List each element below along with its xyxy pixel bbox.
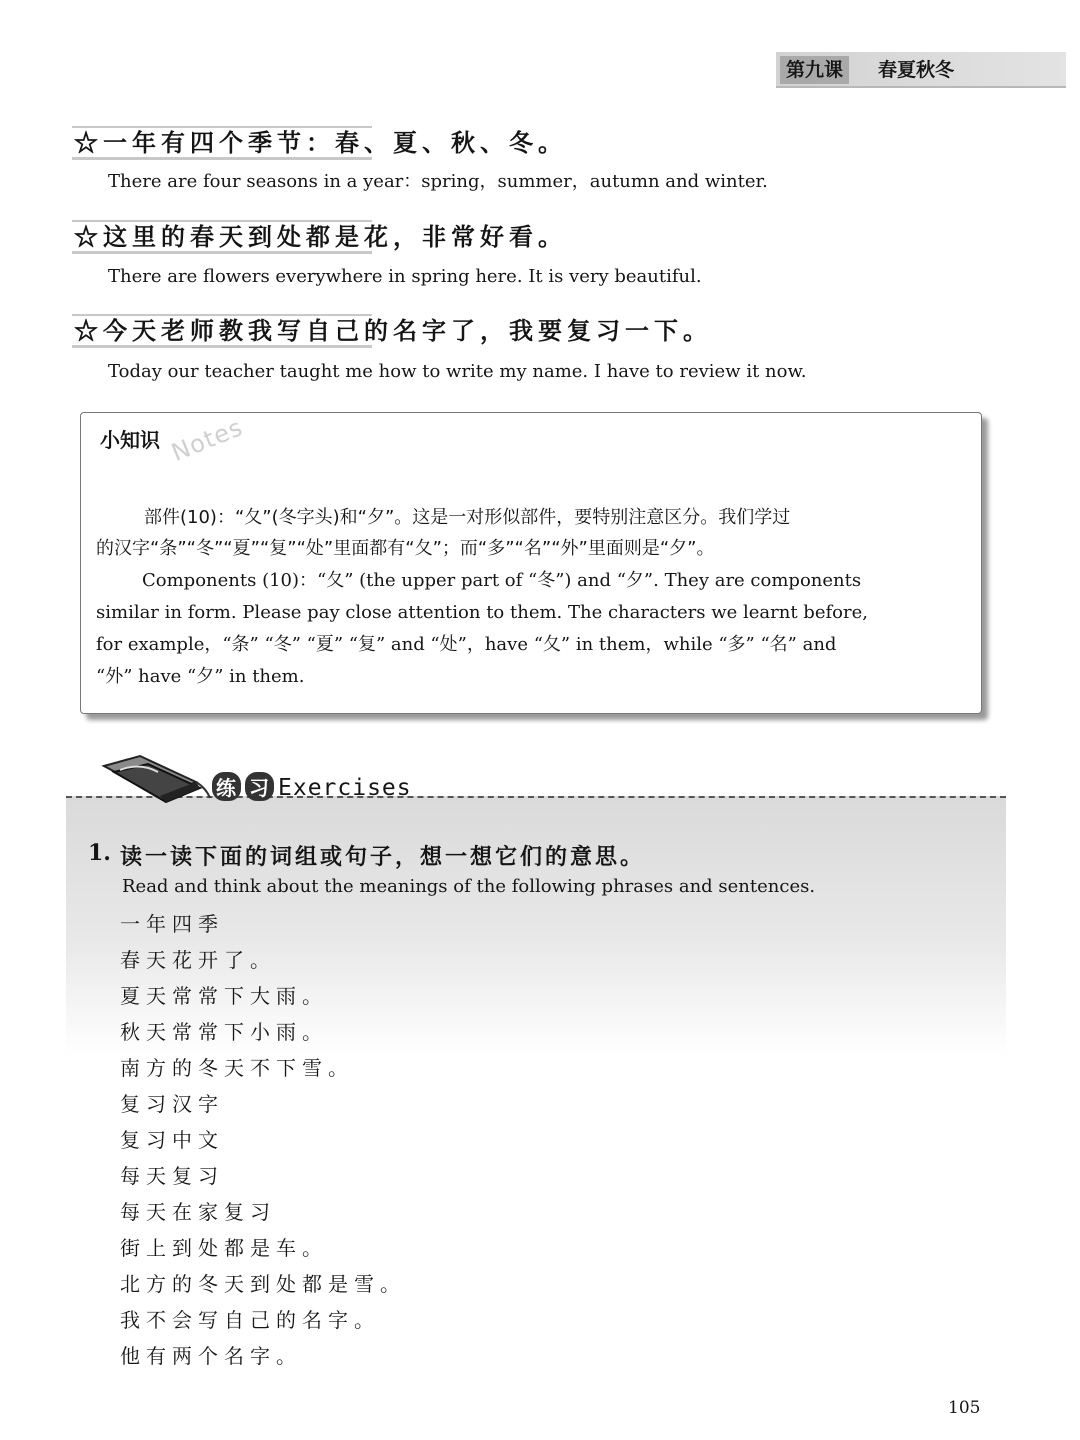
exercise-item: 我不会写自己的名字。 bbox=[120, 1308, 380, 1332]
notes-zh-line-1: 部件(10)：“夂”(冬字头)和“夕”。这是一对形似部件，要特别注意区分。我们学过 bbox=[144, 507, 791, 528]
exercises-heading-en: Exercises bbox=[278, 775, 412, 801]
exercise-item: 他有两个名字。 bbox=[120, 1344, 302, 1368]
question-en: Read and think about the meanings of the following phrases and sentences. bbox=[122, 876, 816, 897]
question-number: 1. bbox=[88, 840, 111, 866]
exercise-item: 北方的冬天到处都是雪。 bbox=[120, 1272, 406, 1296]
exercise-item: 每天复习 bbox=[120, 1164, 224, 1188]
notes-en-line-4: “外” have “夕” in them. bbox=[96, 666, 305, 687]
notes-zh-line-2: 的汉字“条”“冬”“夏”“复”“处”里面都有“夂”；而“多”“名”“外”里面则是“夕”。 bbox=[96, 538, 715, 559]
exercises-heading bbox=[212, 772, 412, 801]
question-zh: 读一读下面的词组或句子，想一想它们的意思。 bbox=[120, 844, 646, 870]
lesson-topic: 春夏秋冬 bbox=[878, 59, 955, 81]
notes-title: 小知识 bbox=[100, 428, 160, 452]
page-number: 105 bbox=[948, 1398, 981, 1418]
exercise-item: 一年四季 bbox=[120, 912, 224, 936]
exercise-item: 复习汉字 bbox=[120, 1092, 224, 1116]
book-icon bbox=[100, 752, 212, 808]
exercise-item: 街上到处都是车。 bbox=[120, 1236, 328, 1260]
sentence-zh-2: ☆这里的春天到处都是花，非常好看。 bbox=[72, 220, 575, 254]
exercise-item: 春天花开了。 bbox=[120, 948, 276, 972]
sentence-en-1: There are four seasons in a year：spring，summer，autumn and winter. bbox=[108, 171, 768, 192]
exercise-item: 每天在家复习 bbox=[120, 1200, 276, 1224]
exercise-item: 秋天常常下小雨。 bbox=[120, 1020, 328, 1044]
exercises-heading-zh-2: 习 bbox=[245, 772, 274, 801]
exercise-item: 夏天常常下大雨。 bbox=[120, 984, 328, 1008]
notes-en-line-2: similar in form. Please pay close attention to them. The characters we learnt before, bbox=[96, 602, 868, 623]
lesson-label: 第九课 bbox=[780, 56, 849, 84]
exercises-heading-zh-1: 练 bbox=[212, 772, 241, 801]
notes-en-line-1: Components (10)：“夂” (the upper part of “冬”) and “夕”. They are components bbox=[142, 570, 862, 591]
sentence-en-2: There are flowers everywhere in spring here. It is very beautiful. bbox=[108, 266, 702, 287]
exercise-item: 复习中文 bbox=[120, 1128, 224, 1152]
sentence-en-3: Today our teacher taught me how to write my name. I have to review it now. bbox=[108, 361, 807, 382]
notes-watermark: Notes bbox=[167, 413, 247, 467]
exercise-item: 南方的冬天不下雪。 bbox=[120, 1056, 354, 1080]
sentence-zh-1: ☆一年有四个季节：春、夏、秋、冬。 bbox=[72, 126, 575, 160]
sentence-zh-3: ☆今天老师教我写自己的名字了，我要复习一下。 bbox=[72, 314, 720, 348]
notes-en-line-3: for example，“条” “冬” “夏” “复” and “处”，have “夂” in them，while “多” “名” and bbox=[96, 634, 837, 655]
